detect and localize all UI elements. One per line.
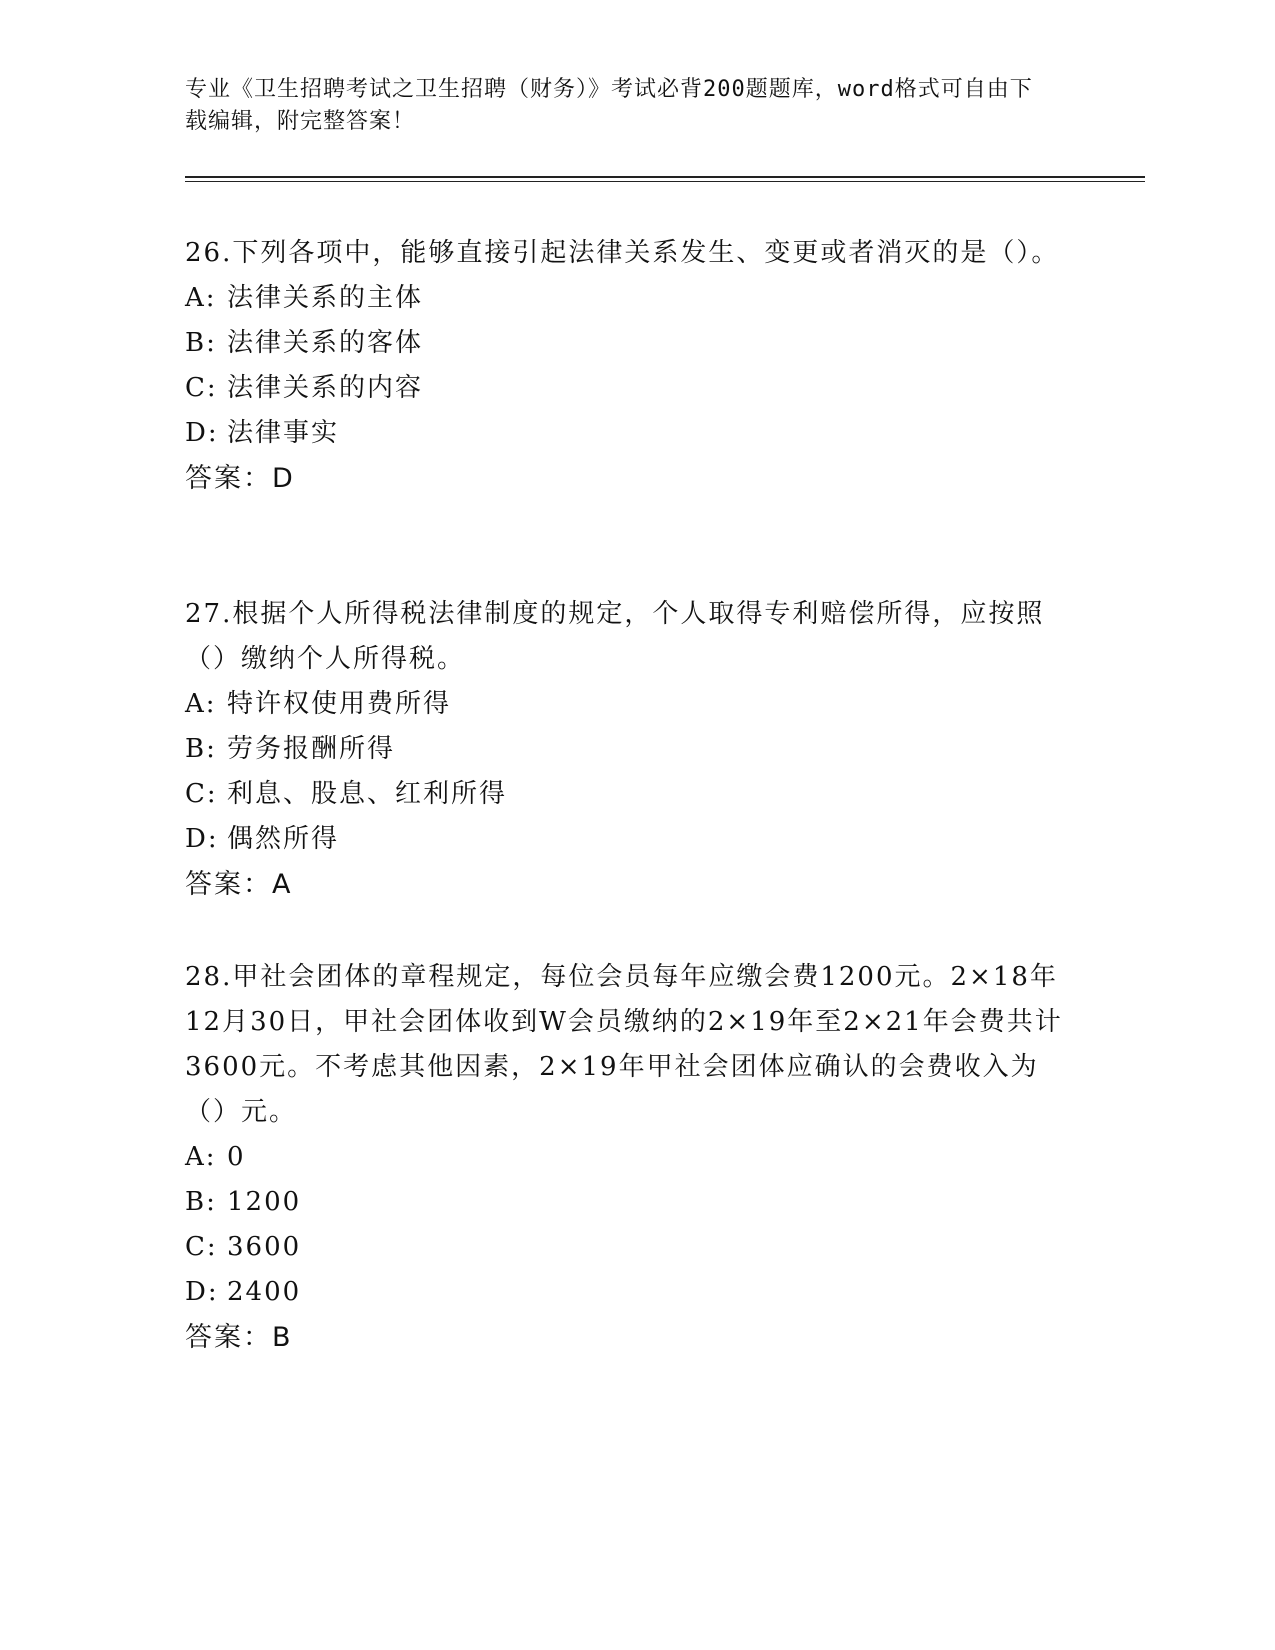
- option-key: A:: [185, 689, 217, 719]
- option-a: [185, 276, 1065, 321]
- option-text: 偶然所得: [227, 824, 340, 854]
- question-stem: 27.根据个人所得税法律制度的规定，个人取得专利赔偿所得，应按照（）缴纳个人所得税。: [185, 599, 1045, 674]
- option-b: [185, 727, 1065, 772]
- option-text: 3600: [227, 1232, 302, 1262]
- answer-line: 答案：D: [185, 463, 295, 494]
- option-text: 法律关系的内容: [227, 373, 424, 403]
- header-divider-secondary: [185, 181, 1145, 182]
- option-key: A:: [185, 1142, 217, 1172]
- option-text: 劳务报酬所得: [227, 734, 396, 764]
- option-text: 特许权使用费所得: [227, 689, 452, 719]
- option-key: D:: [185, 418, 219, 448]
- option-text: 法律事实: [227, 418, 340, 448]
- option-a: [185, 1135, 1065, 1180]
- option-key: C:: [185, 779, 218, 809]
- option-d: [185, 817, 1065, 862]
- answer-line: 答案：A: [185, 869, 293, 900]
- option-d: [185, 411, 1065, 456]
- option-key: D:: [185, 824, 219, 854]
- option-key: B:: [185, 734, 217, 764]
- header-divider: [185, 176, 1145, 178]
- option-text: 法律关系的客体: [227, 328, 424, 358]
- option-c: [185, 1225, 1065, 1270]
- option-key: C:: [185, 1232, 218, 1262]
- option-key: A:: [185, 283, 217, 313]
- option-text: 1200: [227, 1187, 302, 1217]
- question-28: [185, 955, 1065, 1360]
- option-text: 法律关系的主体: [227, 283, 424, 313]
- option-c: [185, 366, 1065, 411]
- option-key: C:: [185, 373, 218, 403]
- option-b: [185, 321, 1065, 366]
- option-key: B:: [185, 328, 217, 358]
- option-text: 2400: [227, 1277, 302, 1307]
- option-key: B:: [185, 1187, 217, 1217]
- option-key: D:: [185, 1277, 219, 1307]
- document-header: 专业《卫生招聘考试之卫生招聘（财务）》考试必背200题题库，word格式可自由下载编辑，附完整答案！: [185, 77, 1033, 134]
- option-text: 利息、股息、红利所得: [227, 779, 508, 809]
- option-b: [185, 1180, 1065, 1225]
- option-c: [185, 772, 1065, 817]
- option-text: 0: [227, 1142, 246, 1172]
- answer-line: 答案：B: [185, 1322, 293, 1353]
- question-stem: 28.甲社会团体的章程规定，每位会员每年应缴会费1200元。2×18年12月30日，甲社会团体收到W会员缴纳的2×19年至2×21年会费共计3600元。不考虑其他因素，2×19年甲社会团体应确认的会费收入为（）元。: [185, 962, 1063, 1127]
- question-stem: 26.下列各项中，能够直接引起法律关系发生、变更或者消灭的是（）。: [185, 238, 1060, 268]
- question-27: [185, 592, 1065, 907]
- option-d: [185, 1270, 1065, 1315]
- question-26: [185, 231, 1065, 501]
- option-a: [185, 682, 1065, 727]
